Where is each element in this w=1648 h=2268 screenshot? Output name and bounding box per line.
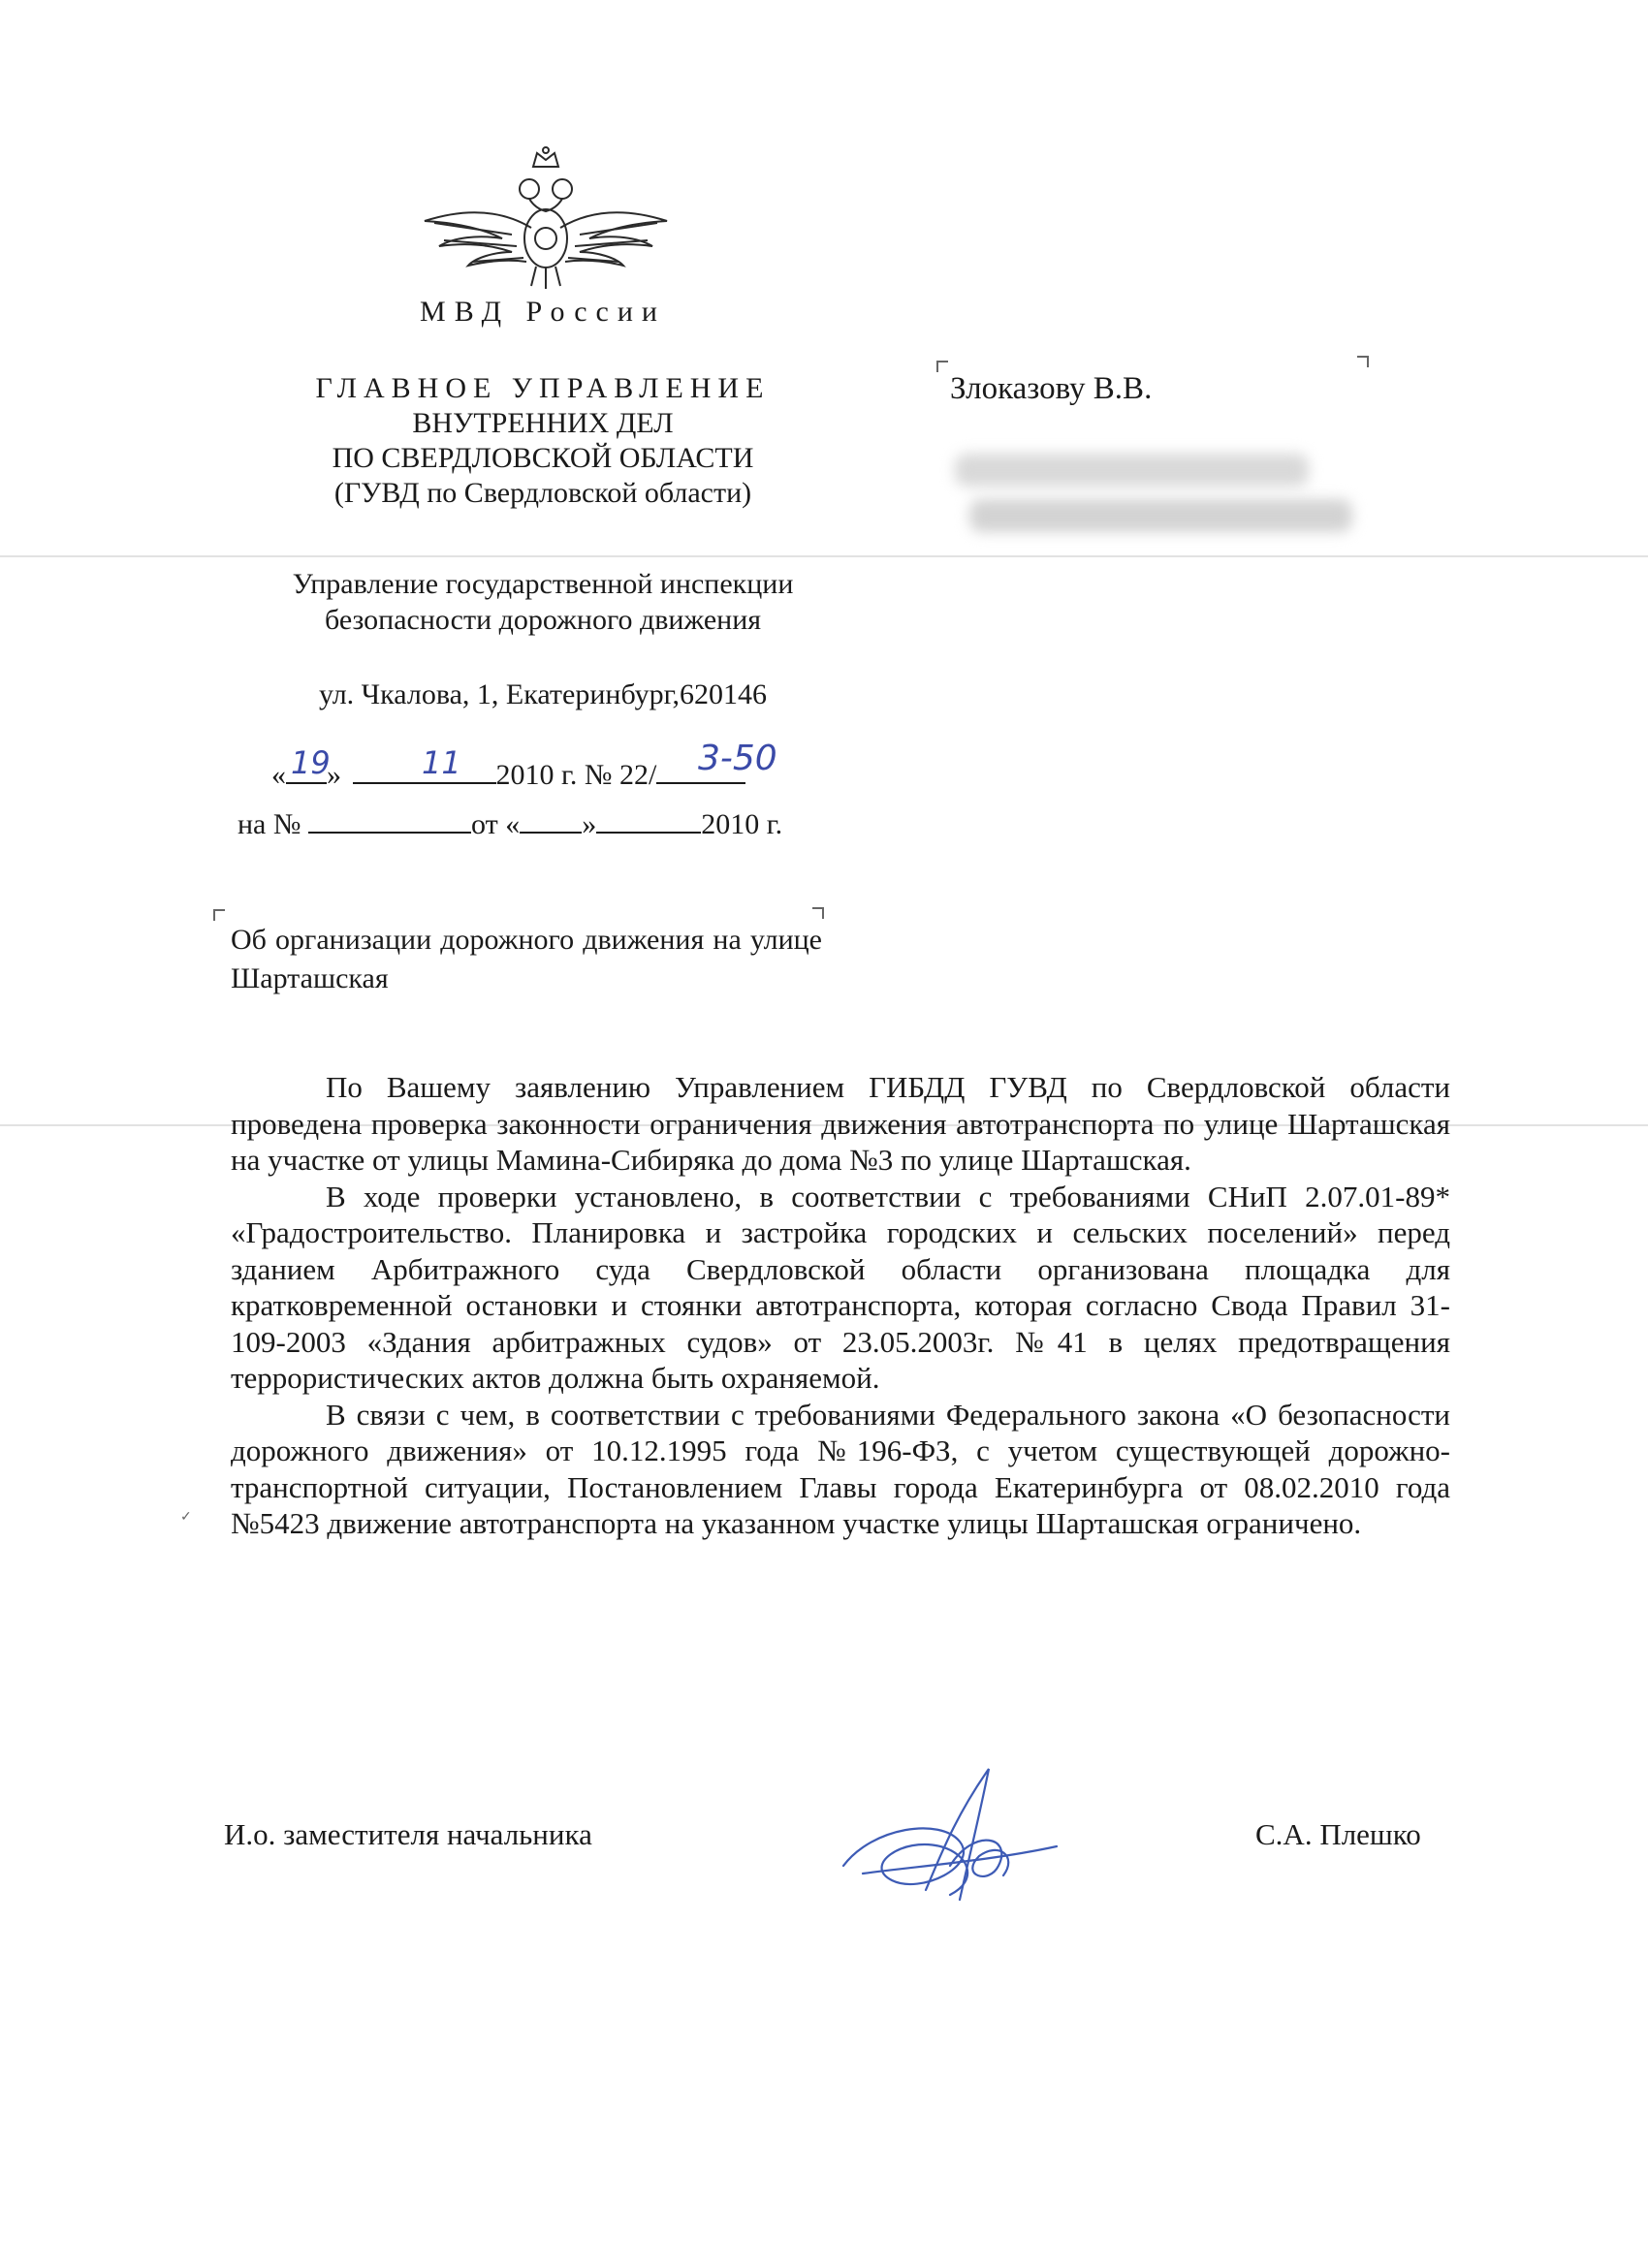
incoming-day-blank	[520, 803, 582, 834]
emblem-icon	[415, 145, 677, 291]
quote-mark: »	[327, 759, 341, 791]
directorate-line: (ГУВД по Свердловской области)	[333, 477, 752, 509]
outgoing-year-number: 2010 г. № 22/	[495, 759, 657, 791]
department-line: безопасности дорожного движения	[324, 604, 762, 636]
subject-corner-mark	[213, 909, 225, 921]
address-corner-mark	[936, 361, 948, 372]
incoming-month-blank	[596, 803, 701, 834]
address: ул. Чкалова, 1, Екатеринбург,620146	[319, 678, 767, 710]
directorate-block	[242, 371, 843, 511]
signatory-name: С.А. Плешко	[1255, 1817, 1421, 1851]
incoming-number-label: на №	[238, 808, 301, 840]
handwritten-day: 19	[291, 744, 331, 781]
body-paragraph: В ходе проверки установлено, в соответствии с требованиями СНиП 2.07.01-89* «Градостроительство. Планировка и застройка городских и сельских поселений» перед зданием Арбитражного суда Свердловской области организована площадка для кратковременной остановки и стоянки автотранспорта, которая согласно Свода Правил 31-109-2003 «Здания арбитражных судов» от 23.05.2003г. №41 в целях предотвращения террористических актов должна быть охраняемой.	[231, 1179, 1450, 1395]
incoming-year: 2010 г.	[701, 808, 783, 840]
subject-line: Об организации дорожного движения на улице Шарташская	[231, 924, 822, 994]
body-paragraph: В связи с чем, в соответствии с требованиями Федерального закона «О безопасности дорожного движения» от 10.12.1995 года №196-ФЗ, с учетом существующей дорожно-транспортной ситуации, Постановлением Главы города Екатеринбурга от 08.02.2010 года №5423 движение автотранспорта на указанном участке улицы Шарташская ограничено.	[231, 1397, 1450, 1540]
quote-mark: «	[271, 759, 286, 791]
quote-mark: »	[582, 808, 597, 840]
department-line: Управление государственной инспекции	[292, 568, 794, 600]
signatory-position: И.о. заместителя начальника	[224, 1817, 592, 1851]
department-block	[213, 566, 872, 638]
redacted-address	[969, 499, 1352, 532]
handwritten-month: 11	[422, 744, 461, 781]
outgoing-date-line	[271, 753, 745, 792]
subject-corner-mark	[812, 907, 824, 919]
incoming-ref-line	[238, 803, 782, 841]
fold-line	[0, 555, 1648, 557]
recipient-name: Злоказову В.В.	[950, 371, 1153, 406]
incoming-number-blank	[308, 803, 471, 834]
directorate-line: ВНУТРЕННИХ ДЕЛ	[412, 407, 674, 439]
body-paragraph: По Вашему заявлению Управлением ГИБДД ГУВД по Свердловской области проведена проверка законности ограничения движения автотранспорта по улице Шарташская на участке от улицы Мамина-Сибиряка до дома №3 по улице Шарташская.	[231, 1070, 1450, 1177]
directorate-line: ПО СВЕРДЛОВСКОЙ ОБЛАСТИ	[332, 442, 754, 474]
directorate-line: ГЛАВНОЕ УПРАВЛЕНИЕ	[315, 372, 771, 404]
redacted-address	[955, 454, 1309, 487]
scan-mark: ✓	[180, 1510, 192, 1525]
handwritten-number: 3-50	[698, 739, 777, 778]
ministry-name: МВД России	[420, 296, 666, 328]
letter-body	[231, 1069, 1450, 1542]
incoming-from-label: от «	[471, 808, 521, 840]
address-corner-mark	[1357, 356, 1369, 367]
signature-icon	[834, 1759, 1062, 1924]
